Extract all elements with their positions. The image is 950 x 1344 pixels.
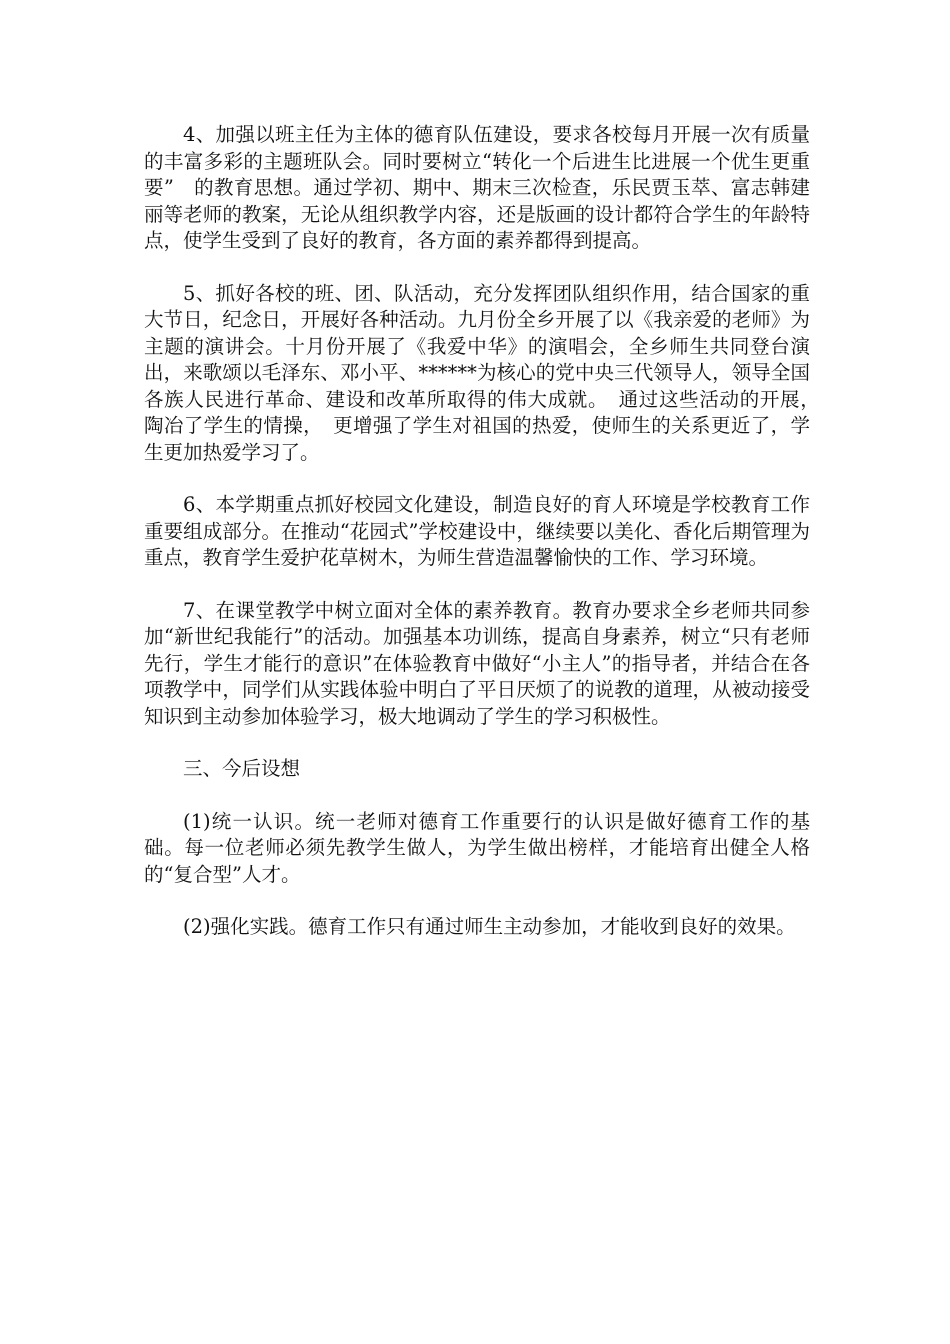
paragraph-5: 5、抓好各校的班、团、队活动，充分发挥团队组织作用，结合国家的重大节日，纪念日，开展好各种活动。九月份全乡开展了以《我亲爱的老师》为主题的演讲会。十月份开展了《我爱中华》的演唱会，全乡师生共同登台演出，来歌颂以毛泽东、邓小平、******为核心的党中央三代领导人，领导全国各族人民进行革命、建设和改革所取得的伟大成就。 通过这些活动的开展， 陶冶了学生的情操， 更增强了学生对祖国的热爱，使师生的关系更近了，学生更加热爱学习了。 [144,281,830,464]
paragraph-4: 4、加强以班主任为主体的德育队伍建设，要求各校每月开展一次有质量的丰富多彩的主题班队会。同时要树立“转化一个后进生比进展一个优生更重要” 的教育思想。通过学初、期中、期末三次检查，乐民贾玉萃、富志韩建丽等老师的教案，无论从组织教学内容，还是版画的设计都符合学生的年龄特点，使学生受到了良好的教育，各方面的素养都得到提高。 [144,123,810,252]
paragraph-plan-1: (1)统一认识。统一老师对德育工作重要行的认识是做好德育工作的基础。每一位老师必须先教学生做人，为学生做出榜样，才能培育出健全人格的“复合型”人才。 [144,809,810,886]
document-body [144,122,830,967]
section-heading-future-plans: 三、今后设想 [183,757,301,780]
paragraph-7: 7、在课堂教学中树立面对全体的素养教育。教育办要求全乡老师共同参加“新世纪我能行”的活动。加强基本功训练，提高自身素养，树立“只有老师先行，学生才能行的意识”在体验教育中做好“小主人”的指导者，并结合在各项教学中，同学们从实践体验中明白了平日厌烦了的说教的道理，从被动接受知识到主动参加体验学习，极大地调动了学生的学习积极性。 [144,598,810,728]
paragraph-6: 6、本学期重点抓好校园文化建设，制造良好的育人环境是学校教育工作重要组成部分。在推动“花园式”学校建设中，继续要以美化、香化后期管理为重点，教育学生爱护花草树木，为师生营造温馨愉快的工作、学习环境。 [144,493,810,569]
paragraph-plan-2: (2)强化实践。德育工作只有通过师生主动参加，才能收到良好的效果。 [183,915,796,938]
